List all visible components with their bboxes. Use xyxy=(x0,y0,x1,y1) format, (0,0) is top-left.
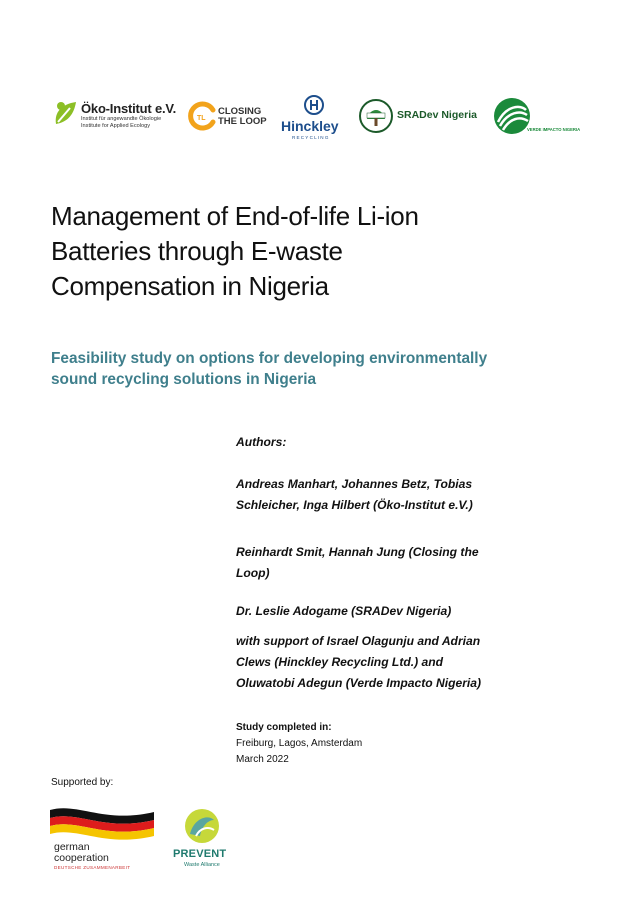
hinckley-name: Hinckley xyxy=(281,118,339,134)
closing-the-loop-logo xyxy=(187,94,272,144)
completion-places: Freiburg, Lagos, Amsterdam xyxy=(236,738,363,749)
document-title: Management of End-of-life Li-ion Batteries through E-waste Compensation in Nigeria xyxy=(51,201,419,301)
prevent-logo xyxy=(170,806,240,876)
german-flag-ribbon-icon xyxy=(48,804,156,842)
gc-line-2: cooperation xyxy=(54,852,109,864)
oeko-subline: Institut für angewandte Ökologie Institute for Applied Ecology xyxy=(81,116,162,129)
hinckley-sub: RECYCLING xyxy=(292,135,330,140)
prevent-circle-icon xyxy=(182,806,222,846)
verde-name: VERDE IMPACTO NIGERIA xyxy=(527,127,581,132)
partner-logos xyxy=(0,94,642,144)
svg-text:TL: TL xyxy=(197,115,206,122)
german-cooperation-logo xyxy=(48,804,158,874)
oeko-leaf-icon xyxy=(52,98,80,128)
verde-globe-icon xyxy=(492,96,532,136)
verde-impacto-logo xyxy=(490,94,586,144)
closing-the-loop-ring-icon xyxy=(187,101,217,131)
gc-line-3: DEUTSCHE ZUSAMMENARBEIT xyxy=(54,865,131,870)
gc-line-1: german xyxy=(54,841,90,853)
sradev-emblem-icon xyxy=(358,98,394,134)
hinckley-logo xyxy=(278,94,348,144)
authors-oeko: Andreas Manhart, Johannes Betz, Tobias Schleicher, Inga Hilbert (Öko-Institut e.V.) xyxy=(236,477,473,512)
completion-label: Study completed in: xyxy=(236,722,332,733)
oeko-name: Öko-Institut e.V. xyxy=(81,101,177,116)
prevent-name: PREVENT xyxy=(173,848,227,860)
authors-sradev: Dr. Leslie Adogame (SRADev Nigeria) xyxy=(236,604,452,618)
authors-label: Authors: xyxy=(236,435,287,449)
closing-the-loop-text: CLOSING THE LOOP xyxy=(218,106,267,127)
completion-date: March 2022 xyxy=(236,754,289,765)
oeko-institut-logo xyxy=(52,94,182,144)
supported-by-label: Supported by: xyxy=(51,777,114,788)
sradev-name: SRADev Nigeria xyxy=(397,109,477,121)
authors-closing-the-loop: Reinhardt Smit, Hannah Jung (Closing the Loop) xyxy=(236,545,479,580)
sradev-logo xyxy=(358,94,480,144)
document-subtitle: Feasibility study on options for developing environmentally sound recycling solutions in Nigeria xyxy=(51,350,488,388)
prevent-sub: Waste Alliance xyxy=(184,862,220,868)
authors-support: with support of Israel Olagunju and Adrian Clews (Hinckley Recycling Ltd.) and Oluwatobi Adegun (Verde Impacto Nigeria) xyxy=(236,634,482,690)
study-completion xyxy=(236,720,536,768)
hinckley-mark-icon xyxy=(304,94,324,116)
